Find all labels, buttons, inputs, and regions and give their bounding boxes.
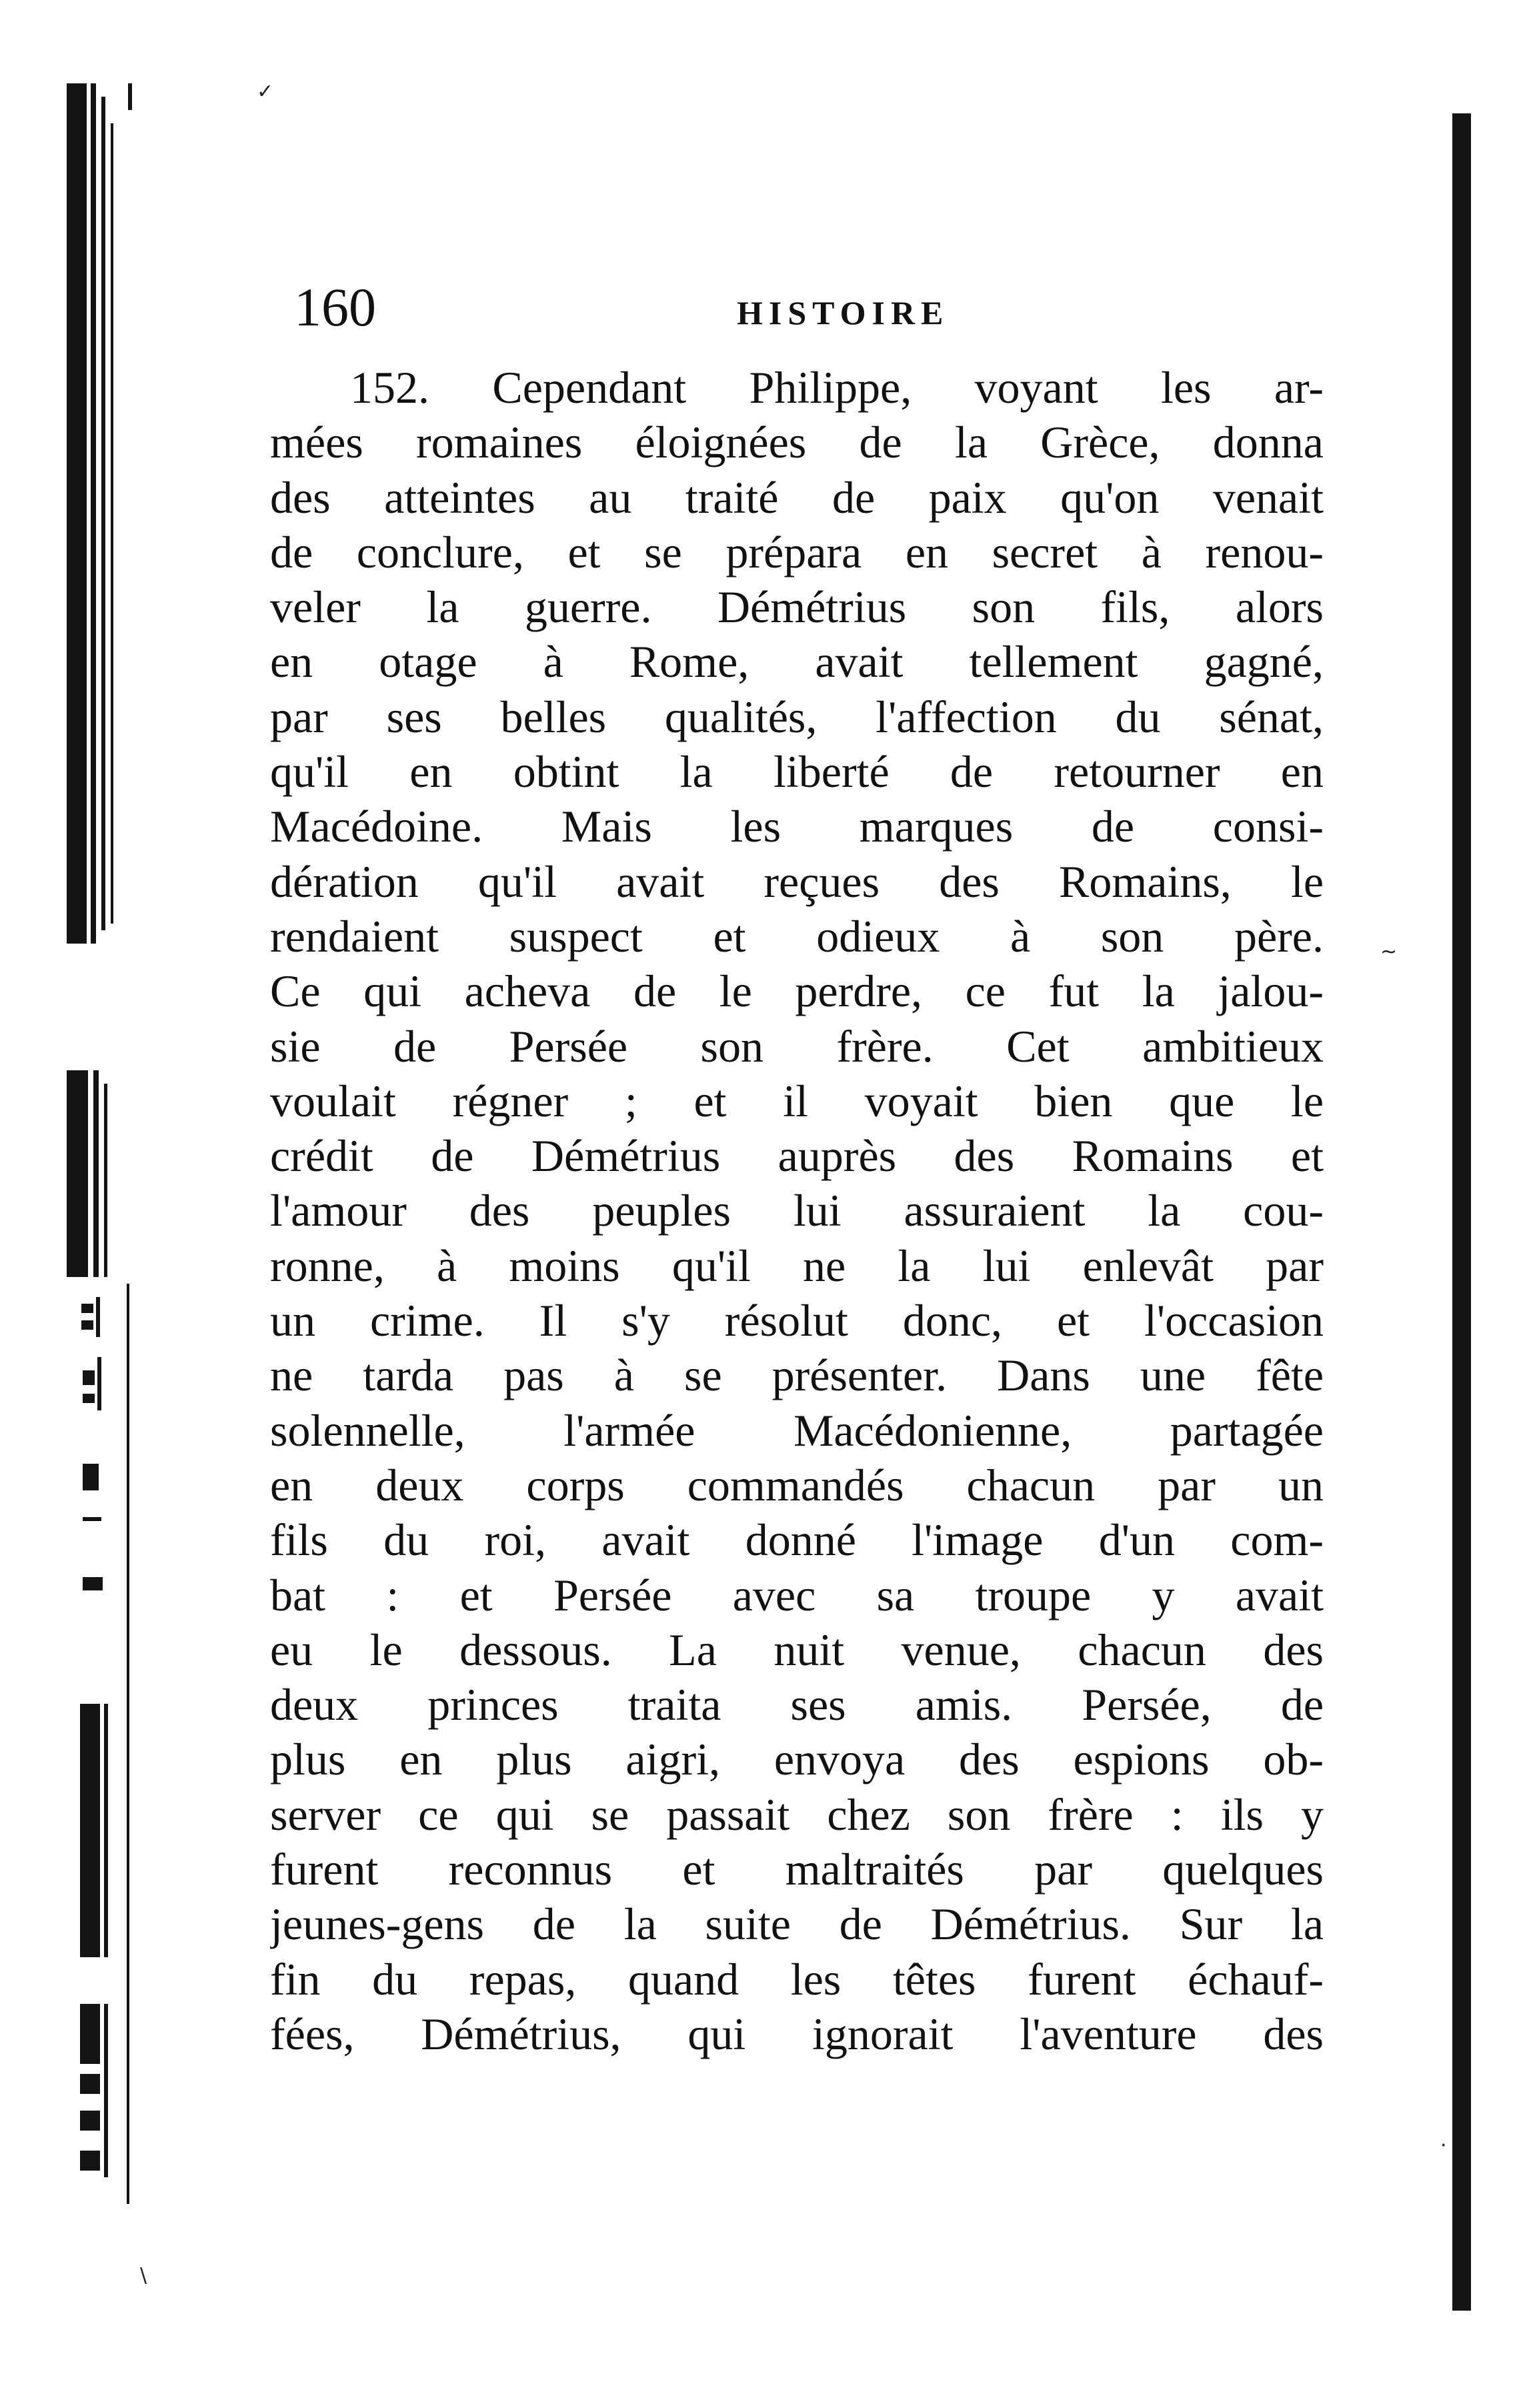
- text-line: rendaient suspect et odieux à son père.: [270, 910, 1324, 962]
- page-number: 160: [294, 277, 376, 337]
- text-line: fin du repas, quand les têtes furent échauf-: [270, 1953, 1324, 2005]
- text-line: crédit de Démétrius auprès des Romains et: [270, 1130, 1324, 1182]
- text-line: dération qu'il avait reçues des Romains, le: [270, 856, 1324, 907]
- scan-speck: \: [140, 2264, 147, 2287]
- book-page: [270, 267, 1324, 2061]
- text-line: voulait régner ; et il voyait bien que le: [270, 1075, 1324, 1126]
- text-line: ronne, à moins qu'il ne la lui enlevât par: [270, 1240, 1324, 1291]
- binding-edge-left: [67, 83, 140, 2244]
- text-line: Macédoine. Mais les marques de consi-: [270, 801, 1324, 852]
- scan-speck: ·: [1440, 2134, 1447, 2157]
- text-line: par ses belles qualités, l'affection du sénat,: [270, 691, 1324, 742]
- text-line: ne tarda pas à se présenter. Dans une fête: [270, 1350, 1324, 1401]
- text-line: l'amour des peuples lui assuraient la cou-: [270, 1185, 1324, 1236]
- text-line: Ce qui acheva de le perdre, ce fut la jalou-: [270, 966, 1324, 1017]
- text-line: bat : et Persée avec sa troupe y avait: [270, 1569, 1324, 1620]
- text-line: furent reconnus et maltraités par quelques: [270, 1844, 1324, 1895]
- text-line: server ce qui se passait chez son frère : ils y: [270, 1788, 1324, 1840]
- text-line: des atteintes au traité de paix qu'on venait: [270, 471, 1324, 523]
- text-line: plus en plus aigri, envoya des espions ob-: [270, 1734, 1324, 1785]
- text-line: deux princes traita ses amis. Persée, de: [270, 1679, 1324, 1730]
- text-line: eu le dessous. La nuit venue, chacun des: [270, 1624, 1324, 1675]
- text-line: un crime. Il s'y résolut donc, et l'occasion: [270, 1295, 1324, 1346]
- text-line: jeunes-gens de la suite de Démétrius. Sur la: [270, 1899, 1324, 1950]
- text-line: solennelle, l'armée Macédonienne, partagée: [270, 1404, 1324, 1456]
- scan-speck: ✓: [257, 80, 274, 103]
- text-line: 152. Cependant Philippe, voyant les ar-: [350, 362, 1324, 413]
- text-line: en otage à Rome, avait tellement gagné,: [270, 636, 1324, 688]
- text-line: fils du roi, avait donné l'image d'un com-: [270, 1514, 1324, 1566]
- running-title: HISTOIRE: [737, 294, 950, 331]
- text-line: qu'il en obtint la liberté de retourner en: [270, 746, 1324, 798]
- text-line: sie de Persée son frère. Cet ambitieux: [270, 1020, 1324, 1072]
- running-head: [270, 267, 1324, 360]
- text-line: de conclure, et se prépara en secret à renou-: [270, 526, 1324, 577]
- text-line: fées, Démétrius, qui ignorait l'aventure des: [270, 2008, 1324, 2059]
- body-paragraph: [270, 360, 1324, 2061]
- text-line: veler la guerre. Démétrius son fils, alors: [270, 581, 1324, 633]
- text-line: mées romaines éloignées de la Grèce, donna: [270, 417, 1324, 468]
- binding-edge-right: [1452, 113, 1471, 2311]
- scan-speck: ~: [1380, 940, 1398, 964]
- text-line: en deux corps commandés chacun par un: [270, 1459, 1324, 1510]
